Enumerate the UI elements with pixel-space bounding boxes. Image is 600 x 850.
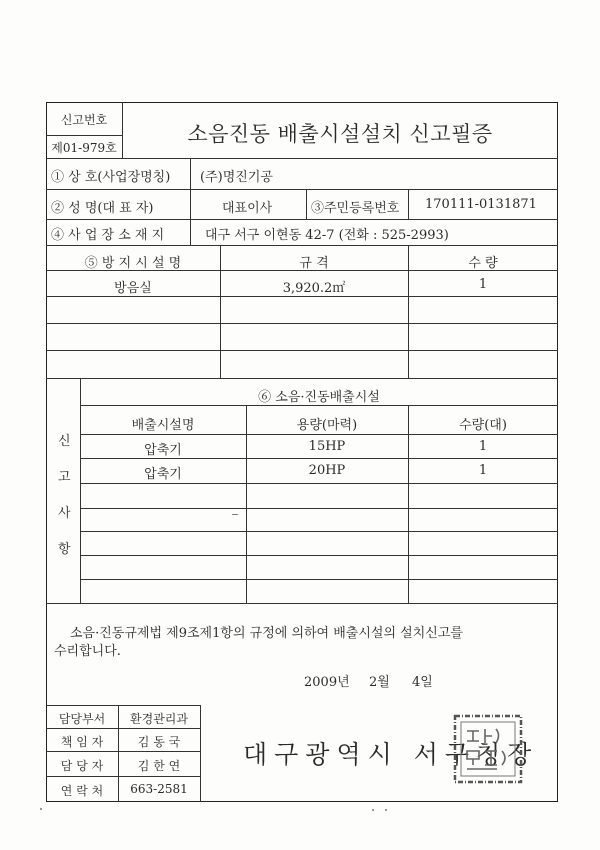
prevention-row-line — [46, 323, 558, 324]
statement-line-1: 소음·진동규제법 제9조제1항의 규정에 의하여 배출시설의 설치신고를 — [70, 626, 463, 641]
address-value: 대구 서구 이현동 42-7 (전화 : 525-2993) — [205, 228, 449, 243]
date-month: 2월 — [369, 675, 390, 690]
side-label-char: 신 — [58, 434, 71, 449]
report-section-title: ⑥ 소음·진동배출시설 — [258, 390, 380, 405]
contact-row-line — [46, 776, 200, 777]
field-separator-2 — [306, 189, 307, 219]
report-cell-capacity: 20HP — [308, 463, 346, 478]
report-row-line — [80, 555, 558, 556]
report-title-line — [80, 405, 558, 406]
prevention-cell-spec: 3,920.2㎡ — [282, 281, 346, 296]
resident-number-label: ③주민등록번호 — [311, 201, 400, 216]
field-line-3 — [46, 245, 558, 246]
manager-value: 김 동 국 — [137, 735, 181, 749]
report-row-line — [80, 458, 558, 459]
company-name-label: ① 상 호(사업장명칭) — [51, 170, 171, 185]
side-label-char: 사 — [58, 506, 71, 521]
report-cell-qty: 1 — [478, 463, 488, 478]
phone-label: 연 락 처 — [60, 784, 104, 798]
field-separator-3 — [408, 189, 409, 219]
report-side-line — [80, 378, 81, 603]
report-bottom-line — [46, 603, 558, 604]
prevention-row-line — [46, 296, 558, 297]
prevention-row-line — [46, 350, 558, 351]
field-line-2 — [46, 219, 558, 220]
report-number-label: 신고번호 — [60, 113, 108, 127]
report-cell-name: 압축기 — [144, 467, 182, 482]
contact-row-line — [46, 728, 200, 729]
document-title: 소음진동 배출시설설치 신고필증 — [187, 122, 493, 146]
prevention-cell-name: 방음실 — [114, 281, 152, 296]
scan-speck — [385, 809, 387, 811]
side-label-char: 고 — [58, 470, 71, 485]
report-header-capacity: 용량(마력) — [296, 418, 358, 433]
scan-speck — [40, 808, 42, 810]
manager-label: 책 임 자 — [60, 735, 104, 749]
report-row-line — [80, 579, 558, 580]
prevention-header-spec: 규 격 — [299, 256, 329, 271]
report-header-line — [80, 434, 558, 435]
date-day: 4일 — [412, 675, 433, 690]
contact-right-line — [200, 705, 201, 802]
staff-value: 김 한 연 — [137, 759, 181, 773]
report-cell-name: 압축기 — [144, 443, 182, 458]
contact-top-line — [46, 705, 200, 706]
issuer-signature: 대구광역시 서구청장 — [243, 740, 539, 769]
date-year: 2009년 — [304, 675, 350, 690]
report-row-line — [80, 531, 558, 532]
company-name-value: (주)명진기공 — [200, 170, 273, 185]
department-label: 담당부서 — [58, 712, 106, 726]
department-value: 환경관리과 — [130, 712, 188, 726]
prevention-header-name: ⑤ 방 지 시 설 명 — [84, 256, 182, 271]
phone-value: 663-2581 — [130, 782, 188, 796]
representative-label: ② 성 명(대 표 자) — [51, 201, 154, 216]
report-col-line — [246, 405, 247, 603]
report-number: 제01-979호 — [51, 141, 117, 155]
field-line-1 — [46, 189, 558, 190]
representative-value: 대표이사 — [222, 201, 273, 216]
address-label: ④ 사 업 장 소 재 지 — [51, 228, 165, 243]
report-col-line — [408, 405, 409, 603]
report-row-line — [80, 508, 558, 509]
scan-speck — [232, 514, 238, 515]
statement-line-2: 수리합니다. — [54, 644, 121, 659]
report-row-line — [80, 483, 558, 484]
prevention-cell-qty: 1 — [478, 277, 488, 292]
field-separator — [190, 158, 191, 245]
side-label-char: 항 — [58, 542, 71, 557]
prevention-row-line — [46, 378, 558, 379]
staff-label: 담 당 자 — [60, 759, 104, 773]
resident-number-value: 170111-0131871 — [425, 197, 537, 212]
report-cell-qty: 1 — [478, 439, 488, 454]
report-cell-capacity: 15HP — [308, 439, 346, 454]
header-divider — [46, 135, 122, 136]
report-header-qty: 수량(대) — [459, 418, 507, 433]
prevention-header-qty: 수 량 — [468, 256, 498, 271]
official-seal-icon — [452, 713, 524, 785]
header-bottom-line — [46, 158, 558, 159]
contact-row-line — [46, 751, 200, 752]
report-header-name: 배출시설명 — [131, 418, 195, 433]
scan-speck — [372, 809, 374, 811]
